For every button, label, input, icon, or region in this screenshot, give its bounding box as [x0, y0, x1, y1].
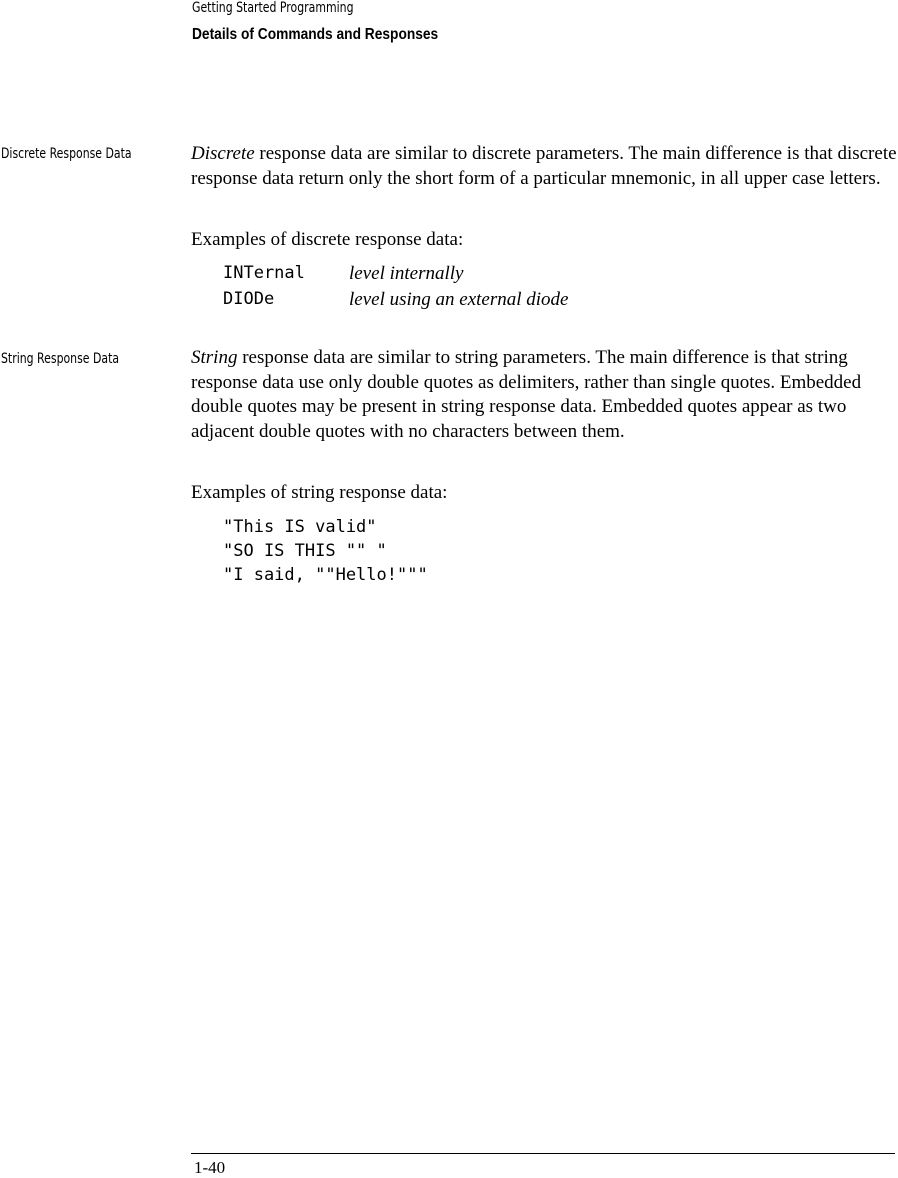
string-example-code: "I said, ""Hello!""" [223, 565, 428, 585]
string-response-paragraph [191, 346, 898, 444]
discrete-example-code: DIODe [223, 289, 275, 309]
discrete-response-paragraph [191, 142, 898, 191]
string-response-data-heading: String Response Data [1, 351, 120, 367]
discrete-example-row [223, 289, 569, 315]
page-number: 1-40 [194, 1158, 226, 1177]
string-example-code: "This IS valid" [223, 517, 377, 537]
running-head-section: Details of Commands and Responses [192, 26, 439, 43]
string-term: String [191, 347, 238, 368]
string-example-code: "SO IS THIS "" " [223, 541, 387, 561]
string-examples-title: Examples of string response data: [191, 482, 448, 503]
discrete-example-description: level using an external diode [349, 289, 569, 310]
string-example-row [223, 541, 387, 567]
discrete-examples-title: Examples of discrete response data: [191, 229, 464, 250]
running-head-chapter: Getting Started Programming [192, 0, 354, 16]
discrete-paragraph-text: response data are similar to discrete parameters. The main difference is that discrete response data return only the short form of a particular mnemonic, in all upper case letters. [191, 143, 897, 189]
discrete-term: Discrete [191, 143, 255, 164]
discrete-example-code: INTernal [223, 263, 305, 283]
discrete-example-row [223, 263, 464, 289]
discrete-response-data-heading: Discrete Response Data [1, 146, 132, 162]
footer-rule [191, 1153, 895, 1154]
string-example-row [223, 517, 377, 543]
string-paragraph-text: response data are similar to string parameters. The main difference is that string response data use only double quotes as delimiters, rather than single quotes. Embedded double quotes may be present in string response data. Embedded quotes appear as two adjacent double quotes with no characters between them. [191, 347, 862, 442]
string-example-row [223, 565, 428, 591]
discrete-example-description: level internally [349, 263, 464, 284]
